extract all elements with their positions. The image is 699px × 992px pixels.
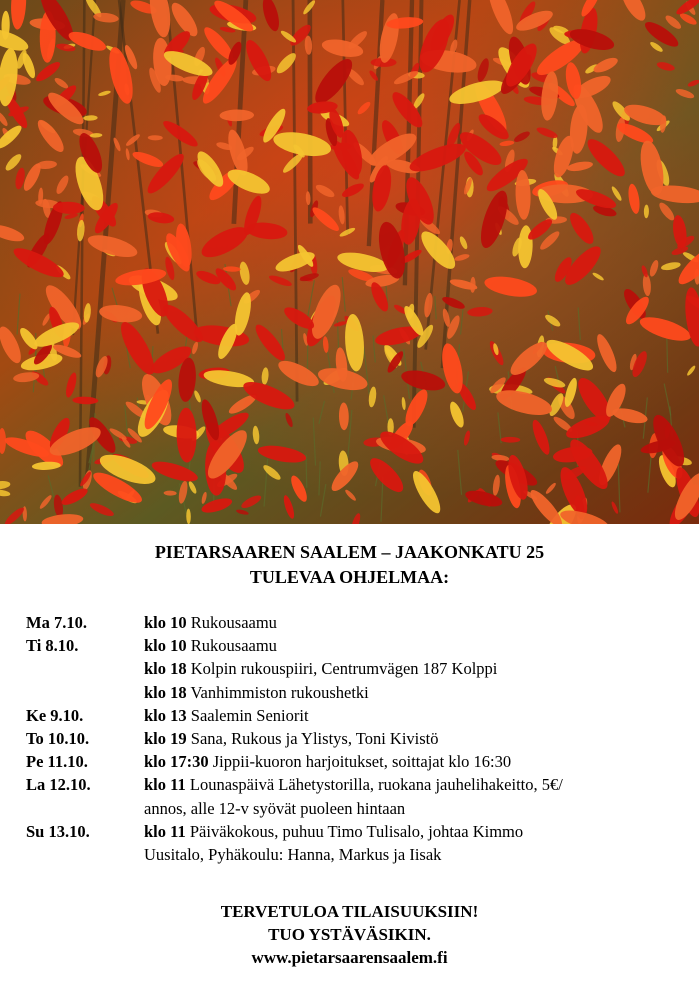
schedule-event: Rukousaamu (190, 613, 277, 632)
schedule-time: klo 18 (144, 682, 187, 702)
schedule-row (26, 704, 666, 727)
schedule-event-continued: Uusitalo, Pyhäkoulu: Hanna, Markus ja Iisak (144, 845, 442, 865)
schedule-day: Ti 8.10. (26, 636, 79, 656)
schedule-row (26, 727, 666, 750)
schedule-day: To 10.10. (26, 729, 90, 749)
schedule-event: Kolpin rukouspiiri, Centrumvägen 187 Kolppi (190, 659, 498, 679)
schedule-time: klo 18 (144, 659, 187, 679)
schedule-row (26, 750, 666, 773)
schedule-time: klo 10 (144, 636, 187, 656)
schedule-time: klo 17:30 (144, 752, 209, 772)
schedule-event: Vanhimmiston rukoushetki (190, 682, 369, 702)
schedule-day: Pe 11.10. (26, 752, 88, 772)
schedule-event-continued: annos, alle 12-v syövät puoleen hintaan (144, 798, 406, 818)
schedule-day (26, 657, 144, 680)
schedule-row (26, 773, 666, 819)
schedule-time: klo 11 (144, 821, 186, 841)
schedule-time: klo 13 (144, 705, 187, 725)
schedule-event: Lounaspäivä Lähetystorilla, ruokana jauhelihakeitto, 5€/ (189, 775, 563, 795)
welcome-text: TERVETULOA TILAISUUKSIIN! (220, 902, 479, 921)
schedule-row (26, 820, 666, 866)
schedule-event: Saalemin Seniorit (190, 705, 309, 725)
schedule-row (26, 681, 666, 704)
invite-text: TUO YSTÄVÄSIKIN. (268, 925, 431, 944)
schedule-day: Su 13.10. (26, 821, 90, 841)
schedule-event: Päiväkokous, puhuu Timo Tulisalo, johtaa Kimmo (189, 821, 524, 841)
schedule-day (26, 681, 144, 704)
schedule-row (26, 634, 666, 657)
schedule-event: Sana, Rukous ja Ylistys, Toni Kivistö (190, 729, 439, 749)
schedule-day: Ke 9.10. (26, 705, 84, 725)
schedule-row (26, 611, 666, 634)
schedule-time: klo 11 (144, 775, 186, 795)
header-subtitle: TULEVAA OHJELMAA: (249, 567, 450, 587)
schedule-list (26, 611, 666, 866)
header-title: PIETARSAAREN SAALEM – JAAKONKATU 25 (154, 542, 545, 562)
schedule-time: klo 10 (144, 613, 187, 632)
schedule-time: klo 19 (144, 729, 187, 749)
website-link[interactable]: www.pietarsaarensaalem.fi (251, 948, 448, 967)
schedule-day: La 12.10. (26, 775, 91, 795)
schedule-event: Rukousaamu (190, 636, 277, 656)
schedule-row (26, 657, 666, 680)
schedule-event: Jippii-kuoron harjoitukset, soittajat klo 16:30 (212, 752, 512, 772)
schedule-day: Ma 7.10. (26, 613, 87, 632)
